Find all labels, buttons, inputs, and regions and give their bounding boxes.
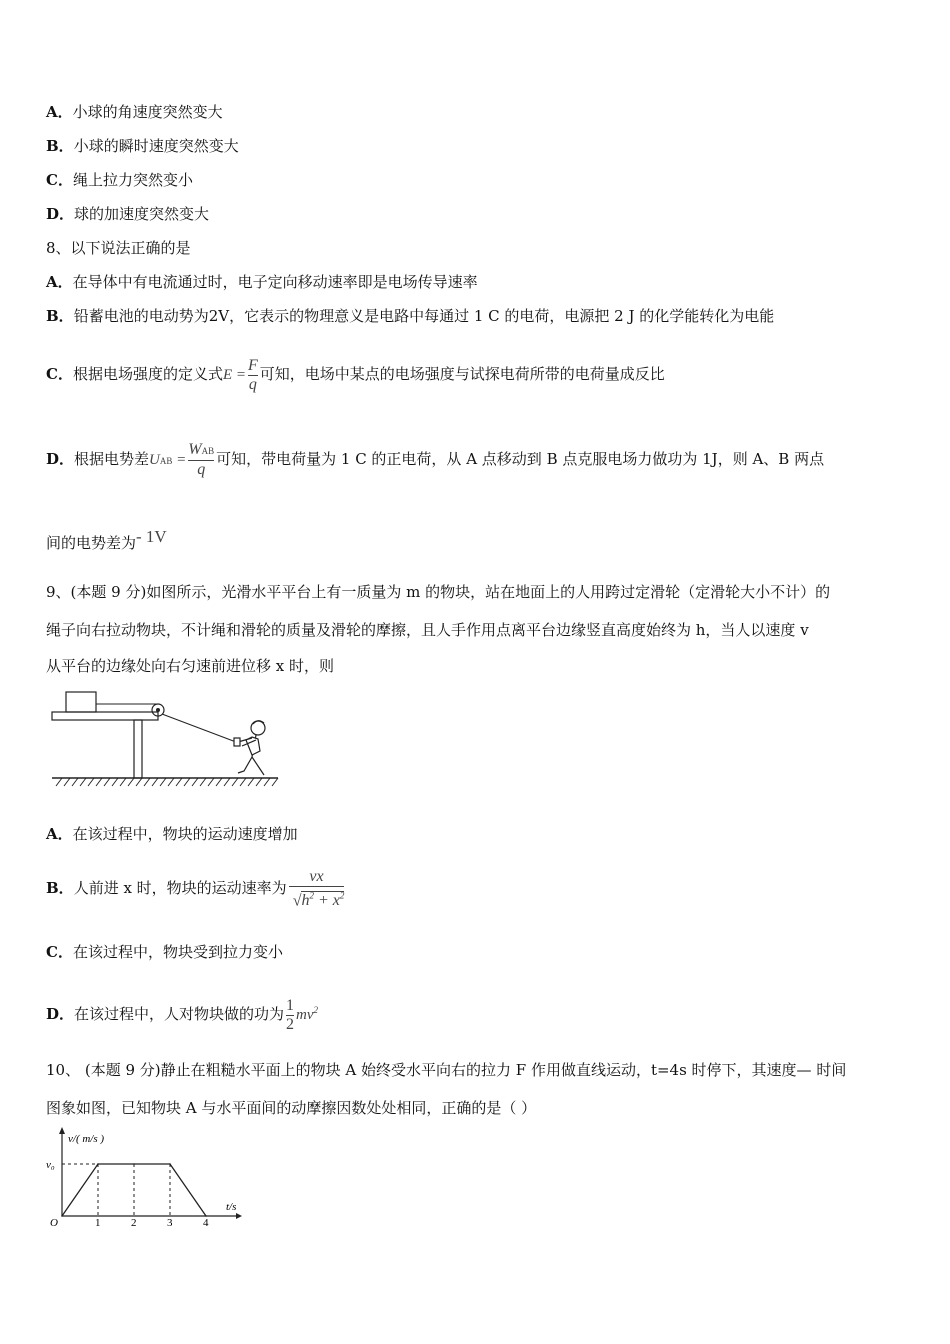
q8-option-c bbox=[46, 344, 665, 405]
x-axis-label: t/s bbox=[226, 1201, 237, 1213]
option-text: 小球的瞬时速度突然变大 bbox=[73, 137, 239, 155]
speed-formula-fraction: $\frac{vx}{√h^2 + x^2}$ bbox=[289, 868, 345, 910]
option-text: 人前进 x 时，物块的运动速率为 bbox=[73, 879, 287, 897]
potential-value: - 1V bbox=[136, 527, 167, 546]
x-tick-label-4: 4 bbox=[203, 1217, 209, 1229]
q7-option-a bbox=[46, 102, 223, 122]
y-tick-label: v₀ bbox=[46, 1159, 55, 1171]
q9-option-b bbox=[46, 858, 346, 918]
option-text: 间的电势差为 bbox=[46, 534, 137, 552]
q7-option-c bbox=[46, 170, 193, 190]
work-formula-fraction: $\frac{1}{2}$ bbox=[286, 996, 295, 1033]
q8-option-d bbox=[46, 424, 824, 496]
person-icon bbox=[234, 721, 265, 775]
option-label: C． bbox=[46, 171, 73, 189]
option-text: 在导体中有电流通过时，电子定向移动速率即是电场传导速率 bbox=[72, 273, 478, 291]
data-point-t4 bbox=[205, 1215, 207, 1217]
q7-option-d bbox=[46, 204, 209, 224]
option-text: 在该过程中，物块受到拉力变小 bbox=[72, 943, 283, 961]
field-formula-lhs: E = bbox=[222, 367, 247, 383]
option-label: A． bbox=[46, 825, 73, 843]
data-point-t0 bbox=[61, 1215, 63, 1217]
q9-option-a bbox=[46, 824, 298, 844]
option-label: D． bbox=[46, 1005, 75, 1023]
q8-stem: 8、以下说法正确的是 bbox=[46, 239, 191, 257]
q8-option-b bbox=[46, 306, 774, 326]
field-formula-fraction: $\frac{F}{q}$ bbox=[248, 356, 258, 393]
data-point-t1 bbox=[97, 1163, 99, 1165]
q10-stem-line-1: 10、 (本题 9 分)静止在粗糙水平面上的物块 A 始终受水平向右的拉力 F 作用做直线运动，t=4s 时停下，其速度— 时间 bbox=[46, 1061, 847, 1079]
data-point-t3 bbox=[169, 1163, 171, 1165]
option-text: 根据电场强度的定义式 bbox=[72, 365, 223, 383]
pulley-figure bbox=[46, 688, 286, 792]
option-label: B． bbox=[46, 137, 74, 155]
q9-option-c bbox=[46, 942, 283, 962]
y-axis-label: v/( m/s ) bbox=[68, 1133, 105, 1145]
origin-label: O bbox=[50, 1217, 58, 1229]
option-text-after: 可知，带电荷量为 1 C 的正电荷，从 A 点移动到 B 点克服电场力做功为 1J，则 A、B 两点 bbox=[216, 450, 825, 468]
potential-formula-lhs: UAB = bbox=[149, 452, 187, 468]
potential-formula-fraction: $\frac{\text{WAB}}{q}$ bbox=[188, 441, 215, 478]
q8-option-d-continued bbox=[46, 522, 167, 558]
q10-stem-line-2: 图象如图，已知物块 A 与水平面间的动摩擦因数处处相同，正确的是（ ） bbox=[46, 1099, 537, 1117]
x-tick-label-1: 1 bbox=[95, 1217, 101, 1229]
q9-option-d bbox=[46, 980, 318, 1045]
x-tick-label-2: 2 bbox=[131, 1217, 137, 1229]
q9-stem-line-3: 从平台的边缘处向右匀速前进位移 x 时，则 bbox=[46, 657, 334, 675]
q7-option-b bbox=[46, 136, 239, 156]
platform-shape bbox=[52, 712, 158, 720]
option-label: C． bbox=[46, 943, 73, 961]
option-label: B． bbox=[46, 879, 74, 897]
option-text: 绳上拉力突然变小 bbox=[72, 171, 193, 189]
q9-stem-line-2: 绳子向右拉动物块，不计绳和滑轮的质量及滑轮的摩擦，且人手作用点离平台边缘竖直高度始终为 h，当人以速度 v bbox=[46, 621, 809, 639]
option-label: B． bbox=[46, 307, 74, 325]
x-axis-arrow bbox=[236, 1213, 242, 1219]
q9-stem-line-1: 9、(本题 9 分)如图所示，光滑水平平台上有一质量为 m 的物块，站在地面上的人用跨过定滑轮（定滑轮大小不计）的 bbox=[46, 583, 831, 601]
x-tick-label-3: 3 bbox=[167, 1217, 173, 1229]
option-label: A． bbox=[46, 273, 73, 291]
option-text: 在该过程中，物块的运动速度增加 bbox=[72, 825, 298, 843]
block-shape bbox=[66, 692, 96, 712]
option-text: 小球的角速度突然变大 bbox=[72, 103, 223, 121]
option-text-after: 可知，电场中某点的电场强度与试探电荷所带的电荷量成反比 bbox=[259, 365, 665, 383]
option-label: A． bbox=[46, 103, 73, 121]
option-label: D． bbox=[46, 450, 75, 468]
velocity-time-graph bbox=[40, 1124, 250, 1234]
option-label: C． bbox=[46, 365, 73, 383]
data-point-t2 bbox=[133, 1163, 135, 1165]
platform-leg bbox=[134, 720, 142, 778]
work-formula-rest: $mv^2$ bbox=[296, 1005, 319, 1023]
q8-option-a bbox=[46, 272, 478, 292]
option-label: D． bbox=[46, 205, 75, 223]
option-text: 在该过程中，人对物块做的功为 bbox=[74, 1005, 285, 1023]
option-text: 铅蓄电池的电动势为2V，它表示的物理意义是电路中每通过 1 C 的电荷，电源把 2 J 的化学能转化为电能 bbox=[73, 307, 775, 325]
option-text: 根据电势差 bbox=[74, 450, 150, 468]
option-text: 球的加速度突然变大 bbox=[74, 205, 210, 223]
y-axis-arrow bbox=[59, 1127, 65, 1134]
